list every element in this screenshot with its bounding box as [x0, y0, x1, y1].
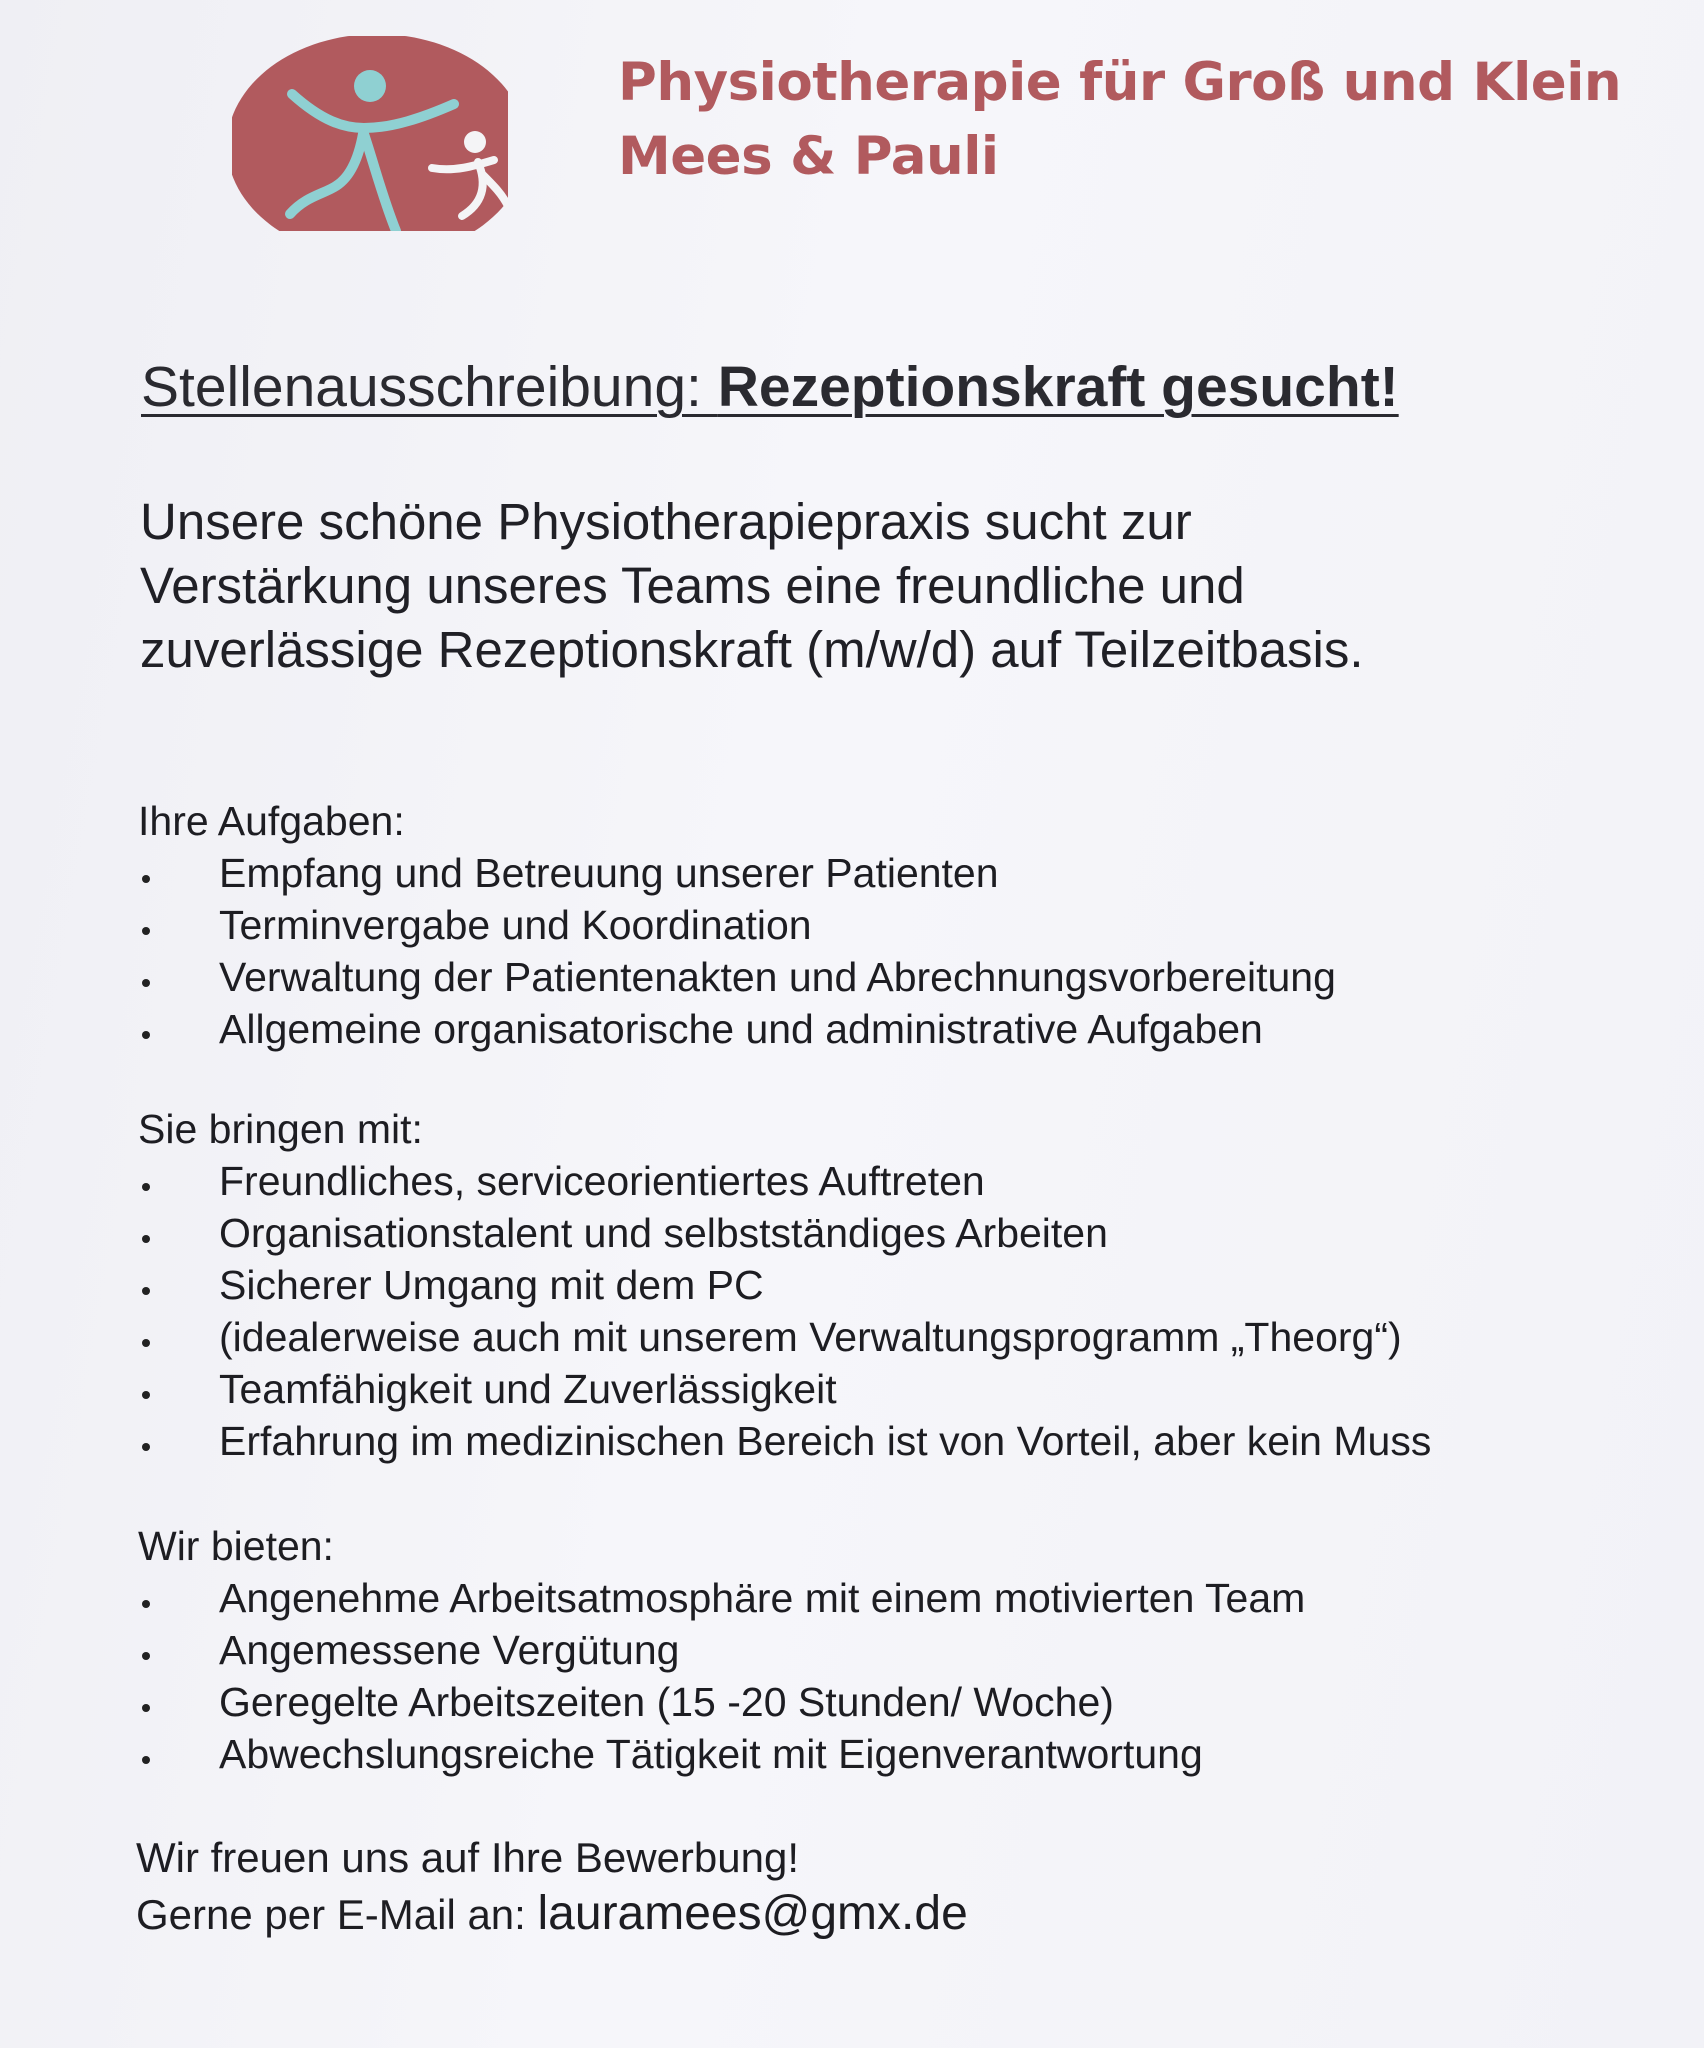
list-item: Erfahrung im medizinischen Bereich ist von Vorteil, aber kein Muss [138, 1415, 1638, 1467]
list-item: Sicherer Umgang mit dem PC [138, 1259, 1638, 1311]
email-address: lauramees@gmx.de [537, 1887, 968, 1940]
list-item: Allgemeine organisatorische und administrative Aufgaben [138, 1003, 1638, 1055]
list-item: Empfang und Betreuung unserer Patienten [138, 847, 1638, 899]
intro-line: Verstärkung unseres Teams eine freundliche und [140, 557, 1245, 614]
list-item: Freundliches, serviceorientiertes Auftreten [138, 1155, 1638, 1207]
offer-list [138, 1572, 1638, 1780]
requirements-section [138, 1103, 1638, 1467]
offer-title: Wir bieten: [138, 1523, 334, 1569]
requirements-title: Sie bringen mit: [138, 1106, 423, 1152]
list-item: Angenehme Arbeitsatmosphäre mit einem motivierten Team [138, 1572, 1638, 1624]
contact-line [136, 1886, 968, 1943]
list-item: Verwaltung der Patientenakten und Abrechnungsvorbereitung [138, 951, 1638, 1003]
list-item: Terminvergabe und Koordination [138, 899, 1638, 951]
title-prefix: Stellenausschreibung: [141, 355, 718, 419]
intro-line: Unsere schöne Physiotherapiepraxis sucht zur [140, 493, 1192, 550]
list-item: Geregelte Arbeitszeiten (15 -20 Stunden/ Woche) [138, 1676, 1638, 1728]
closing-block [136, 1830, 968, 1943]
page-title [141, 352, 1399, 422]
list-item: Teamfähigkeit und Zuverlässigkeit [138, 1363, 1638, 1415]
intro-paragraph [140, 490, 1560, 682]
intro-line: zuverlässige Rezeptionskraft (m/w/d) auf Teilzeitbasis. [140, 621, 1364, 678]
physiotherapy-logo-icon [232, 36, 508, 231]
list-item: Organisationstalent und selbstständiges Arbeiten [138, 1207, 1638, 1259]
list-item: Angemessene Vergütung [138, 1624, 1638, 1676]
closing-line: Wir freuen uns auf Ihre Bewerbung! [136, 1834, 800, 1881]
practice-name-line1: Physiotherapie für Groß und Klein [618, 52, 1622, 113]
offer-section [138, 1520, 1638, 1780]
tasks-title: Ihre Aufgaben: [138, 798, 405, 844]
requirements-list [138, 1155, 1638, 1467]
practice-name [618, 46, 1621, 194]
title-emphasis: Rezeptionskraft gesucht! [717, 355, 1399, 419]
practice-name-line2: Mees & Pauli [618, 126, 999, 187]
tasks-list [138, 847, 1638, 1055]
list-item: Abwechslungsreiche Tätigkeit mit Eigenverantwortung [138, 1728, 1638, 1780]
contact-prefix: Gerne per E-Mail an: [136, 1891, 538, 1938]
list-item: (idealerweise auch mit unserem Verwaltungsprogramm „Theorg“) [138, 1311, 1638, 1363]
tasks-section [138, 795, 1638, 1055]
